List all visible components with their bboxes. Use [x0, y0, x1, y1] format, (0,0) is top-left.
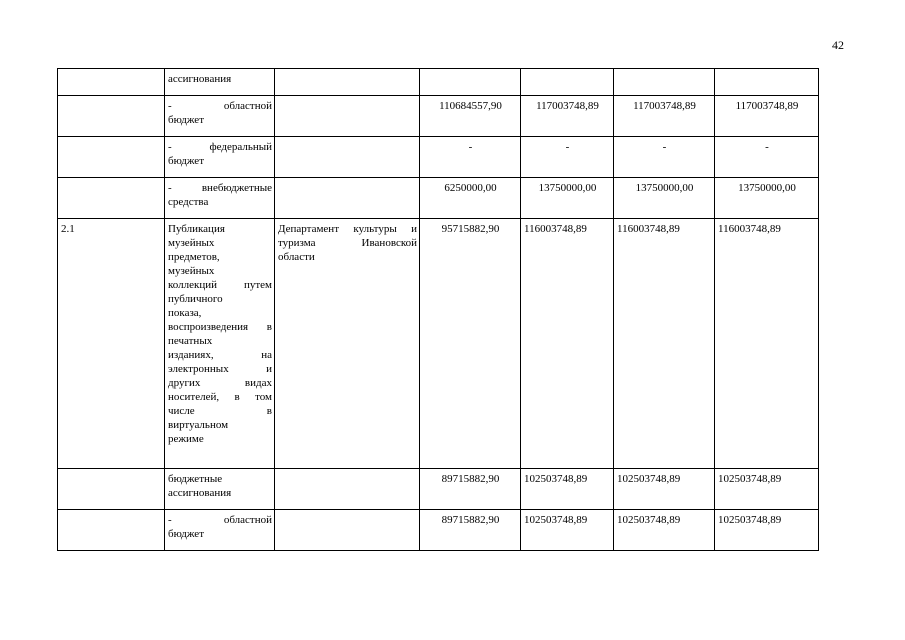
executor-cell: Департамент культуры и туризма Ивановской области [275, 219, 420, 469]
table-row [58, 469, 819, 510]
amount-cell: - [420, 137, 521, 178]
amount-cell: 102503748,89 [521, 510, 614, 551]
item-name-cell: Публикация музейных предметов, музейных коллекций путем публичного показа, воспроизведения в печатных изданиях, на электронных и других видах носителей, в том числе в виртуальном режиме [165, 219, 275, 469]
item-name-cell: - областной бюджет [165, 96, 275, 137]
row-number-cell: 2.1 [58, 219, 165, 469]
table-row [58, 96, 819, 137]
table-row [58, 510, 819, 551]
executor-cell [275, 69, 420, 96]
amount-cell [420, 69, 521, 96]
amount-cell [521, 69, 614, 96]
amount-cell: 89715882,90 [420, 510, 521, 551]
amount-cell: 117003748,89 [614, 96, 715, 137]
amount-cell: 102503748,89 [614, 510, 715, 551]
table-row [58, 137, 819, 178]
row-number-cell [58, 69, 165, 96]
table-row [58, 219, 819, 469]
row-number-cell [58, 96, 165, 137]
executor-cell [275, 510, 420, 551]
amount-cell: 102503748,89 [715, 469, 819, 510]
amount-cell: 13750000,00 [715, 178, 819, 219]
amount-cell: 6250000,00 [420, 178, 521, 219]
amount-cell: 102503748,89 [521, 469, 614, 510]
amount-cell: 110684557,90 [420, 96, 521, 137]
amount-cell: 116003748,89 [521, 219, 614, 469]
amount-cell: 102503748,89 [715, 510, 819, 551]
budget-table [57, 68, 819, 551]
amount-cell: - [614, 137, 715, 178]
row-number-cell [58, 137, 165, 178]
executor-cell [275, 137, 420, 178]
amount-cell [614, 69, 715, 96]
item-name-cell: - внебюджетные средства [165, 178, 275, 219]
table-row [58, 178, 819, 219]
row-number-cell [58, 510, 165, 551]
executor-cell [275, 469, 420, 510]
amount-cell: 13750000,00 [521, 178, 614, 219]
amount-cell: 13750000,00 [614, 178, 715, 219]
amount-cell: - [715, 137, 819, 178]
row-number-cell [58, 469, 165, 510]
amount-cell: 117003748,89 [715, 96, 819, 137]
amount-cell: - [521, 137, 614, 178]
amount-cell: 116003748,89 [715, 219, 819, 469]
executor-cell [275, 178, 420, 219]
amount-cell: 102503748,89 [614, 469, 715, 510]
row-number-cell [58, 178, 165, 219]
table-row [58, 69, 819, 96]
item-name-cell: ассигнования [165, 69, 275, 96]
executor-cell [275, 96, 420, 137]
page-number: 42 [832, 38, 844, 52]
item-name-cell: бюджетные ассигнования [165, 469, 275, 510]
amount-cell: 117003748,89 [521, 96, 614, 137]
item-name-cell: - федеральный бюджет [165, 137, 275, 178]
item-name-cell: - областной бюджет [165, 510, 275, 551]
amount-cell [715, 69, 819, 96]
amount-cell: 95715882,90 [420, 219, 521, 469]
amount-cell: 116003748,89 [614, 219, 715, 469]
amount-cell: 89715882,90 [420, 469, 521, 510]
